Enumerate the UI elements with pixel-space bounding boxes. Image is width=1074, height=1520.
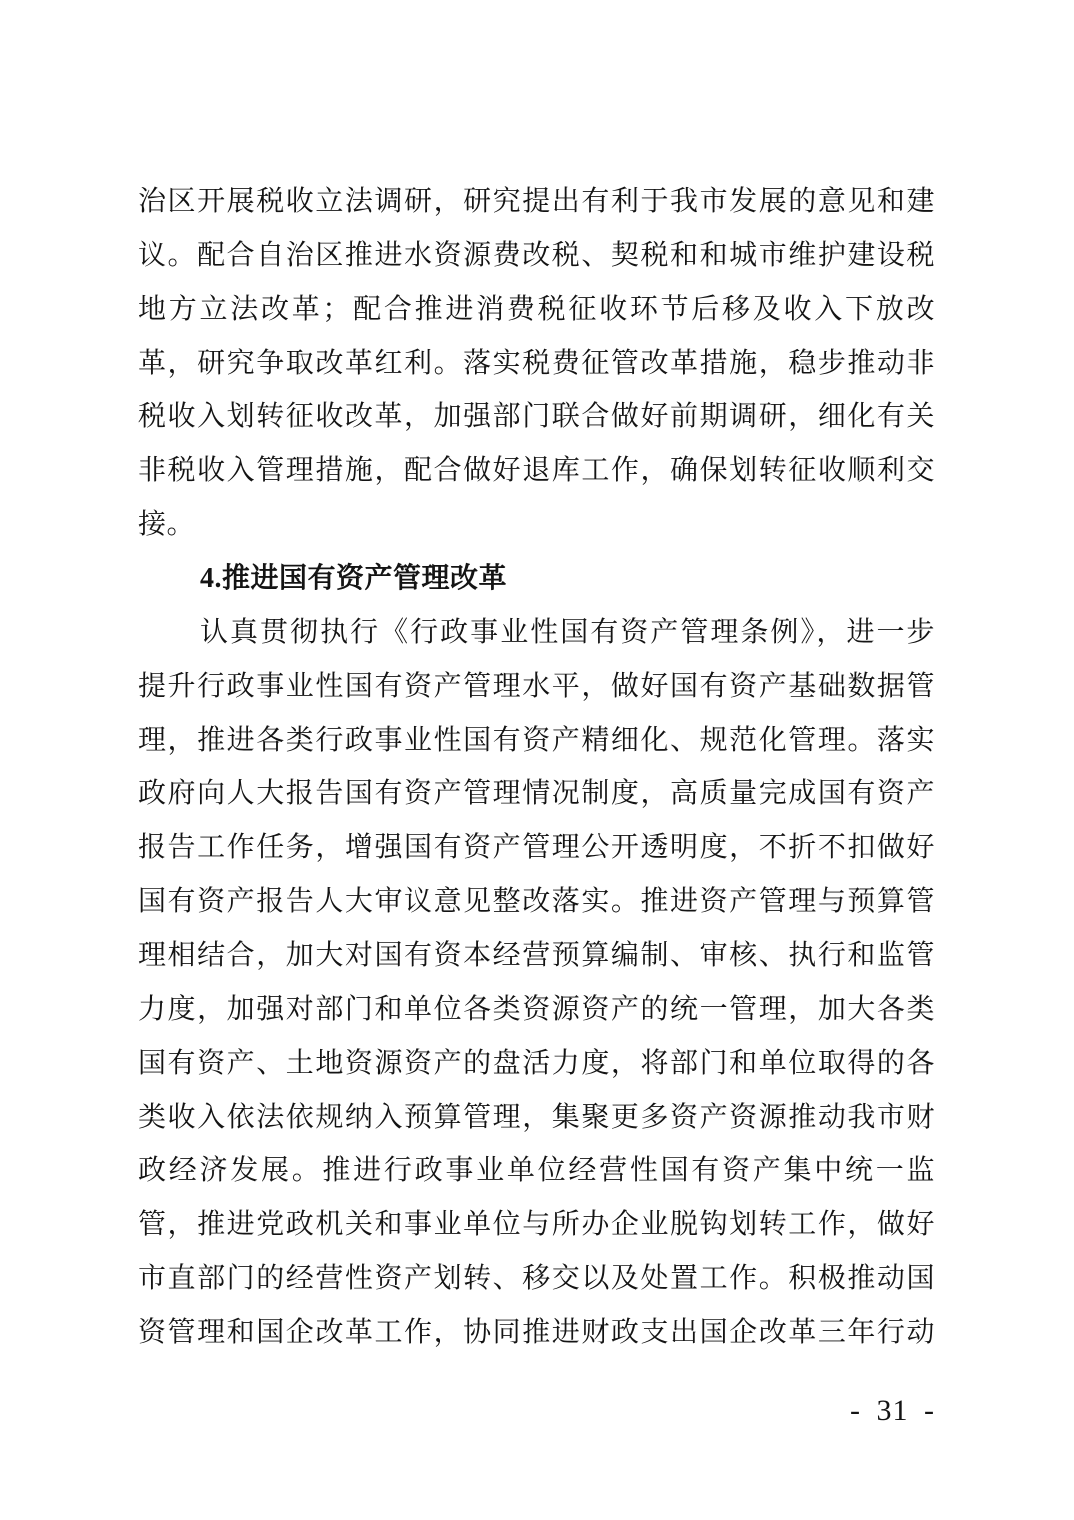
text-line: 报告工作任务，增强国有资产管理公开透明度，不折不扣做好	[138, 832, 935, 864]
text-line: 市直部门的经营性资产划转、移交以及处置工作。积极推动国	[138, 1263, 935, 1295]
text-line: 政府向人大报告国有资产管理情况制度，高质量完成国有资产	[138, 778, 935, 810]
section-heading: 4.推进国有资产管理改革	[200, 563, 508, 595]
text-line: 非税收入管理措施，配合做好退库工作，确保划转征收顺利交	[138, 455, 935, 487]
text-line: 地方立法改革；配合推进消费税征收环节后移及收入下放改	[138, 293, 935, 325]
text-line: 认真贯彻执行《行政事业性国有资产管理条例》，进一步	[200, 616, 935, 648]
text-line: 国有资产、土地资源资产的盘活力度，将部门和单位取得的各	[138, 1047, 935, 1079]
text-line: 革，研究争取改革红利。落实税费征管改革措施，稳步推动非	[138, 347, 935, 379]
text-line: 国有资产报告人大审议意见整改落实。推进资产管理与预算管	[138, 886, 935, 918]
text-line: 类收入依法依规纳入预算管理，集聚更多资产资源推动我市财	[138, 1101, 935, 1133]
text-line: 治区开展税收立法调研，研究提出有利于我市发展的意见和建	[138, 186, 935, 217]
text-line: 议。配合自治区推进水资源费改税、契税和和城市维护建设税	[138, 239, 935, 271]
page-number: - 31 -	[850, 1394, 935, 1427]
text-line: 接。	[138, 509, 196, 541]
text-line: 管，推进党政机关和事业单位与所办企业脱钩划转工作，做好	[138, 1209, 935, 1241]
text-line: 力度，加强对部门和单位各类资源资产的统一管理，加大各类	[138, 993, 935, 1025]
document-text-block	[138, 175, 935, 1360]
text-line: 理，推进各类行政事业性国有资产精细化、规范化管理。落实	[138, 724, 935, 756]
text-line: 理相结合，加大对国有资本经营预算编制、审核、执行和监管	[138, 940, 935, 972]
text-line: 政经济发展。推进行政事业单位经营性国有资产集中统一监	[138, 1155, 935, 1187]
text-line: 税收入划转征收改革，加强部门联合做好前期调研，细化有关	[138, 401, 935, 433]
text-line: 资管理和国企改革工作，协同推进财政支出国企改革三年行动	[138, 1317, 935, 1349]
text-line: 提升行政事业性国有资产管理水平，做好国有资产基础数据管	[138, 670, 935, 702]
